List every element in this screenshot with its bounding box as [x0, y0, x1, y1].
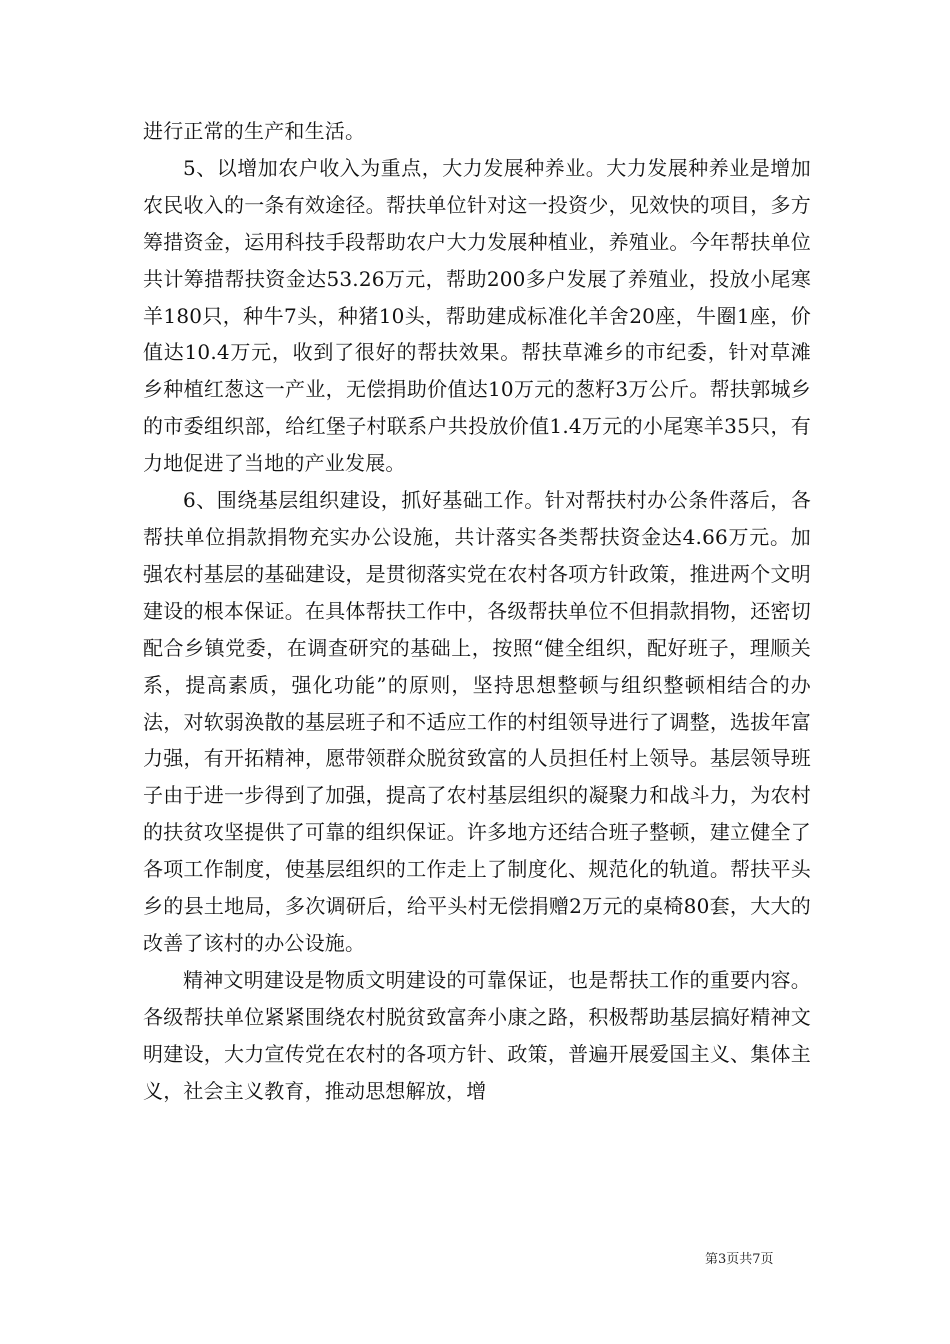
- paragraph-spiritual-civilization: 精神文明建设是物质文明建设的可靠保证，也是帮扶工作的重要内容。各级帮扶单位紧紧围绕农村脱贫致富奔小康之路，积极帮助基层搞好精神文明建设，大力宣传党在农村的各项方针、政策，普遍开展爱国主义、集体主义，社会主义教育，推动思想解放，增: [143, 967, 811, 1103]
- paragraph-continuation: 进行正常的生产和生活。: [143, 119, 366, 143]
- paragraph-6-grassroots-organization: 6、围绕基层组织建设，抓好基础工作。针对帮扶村办公条件落后，各帮扶单位捐款捐物充实办公设施，共计落实各类帮扶资金达4.66万元。加强农村基层的基础建设，是贯彻落实党在农村各项方针政策，推进两个文明建设的根本保证。在具体帮扶工作中，各级帮扶单位不但捐款捐物，还密切配合乡镇党委，在调查研究的基础上，按照“健全组织，配好班子，理顺关系，提高素质，强化功能”的原则，坚持思想整顿与组织整顿相结合的办法，对软弱涣散的基层班子和不适应工作的村组领导进行了调整，选拔年富力强，有开拓精神，愿带领群众脱贫致富的人员担任村上领导。基层领导班子由于进一步得到了加强，提高了农村基层组织的凝聚力和战斗力，为农村的扶贫攻坚提供了可靠的组织保证。许多地方还结合班子整顿，建立健全了各项工作制度，使基层组织的工作走上了制度化、规范化的轨道。帮扶平头乡的县土地局，多次调研后，给平头村无偿捐赠2万元的桌椅80套，大大的改善了该村的办公设施。: [143, 488, 811, 955]
- paragraph-5-planting-breeding: 5、以增加农户收入为重点，大力发展种养业。大力发展种养业是增加农民收入的一条有效途径。帮扶单位针对这一投资少，见效快的项目，多方筹措资金，运用科技手段帮助农户大力发展种植业，养殖业。今年帮扶单位共计筹措帮扶资金达53.26万元，帮助200多户发展了养殖业，投放小尾寒羊180只，种牛7头，种猪10头，帮助建成标准化羊舍20座，牛圈1座，价值达10.4万元，收到了很好的帮扶效果。帮扶草滩乡的市纪委，针对草滩乡种植红葱这一产业，无偿捐助价值达10万元的葱籽3万公斤。帮扶郭城乡的市委组织部，给红堡子村联系户共投放价值1.4万元的小尾寒羊35只，有力地促进了当地的产业发展。: [143, 155, 811, 476]
- page-number-footer: 第3页共7页: [705, 1252, 774, 1267]
- body-text: [143, 113, 811, 1109]
